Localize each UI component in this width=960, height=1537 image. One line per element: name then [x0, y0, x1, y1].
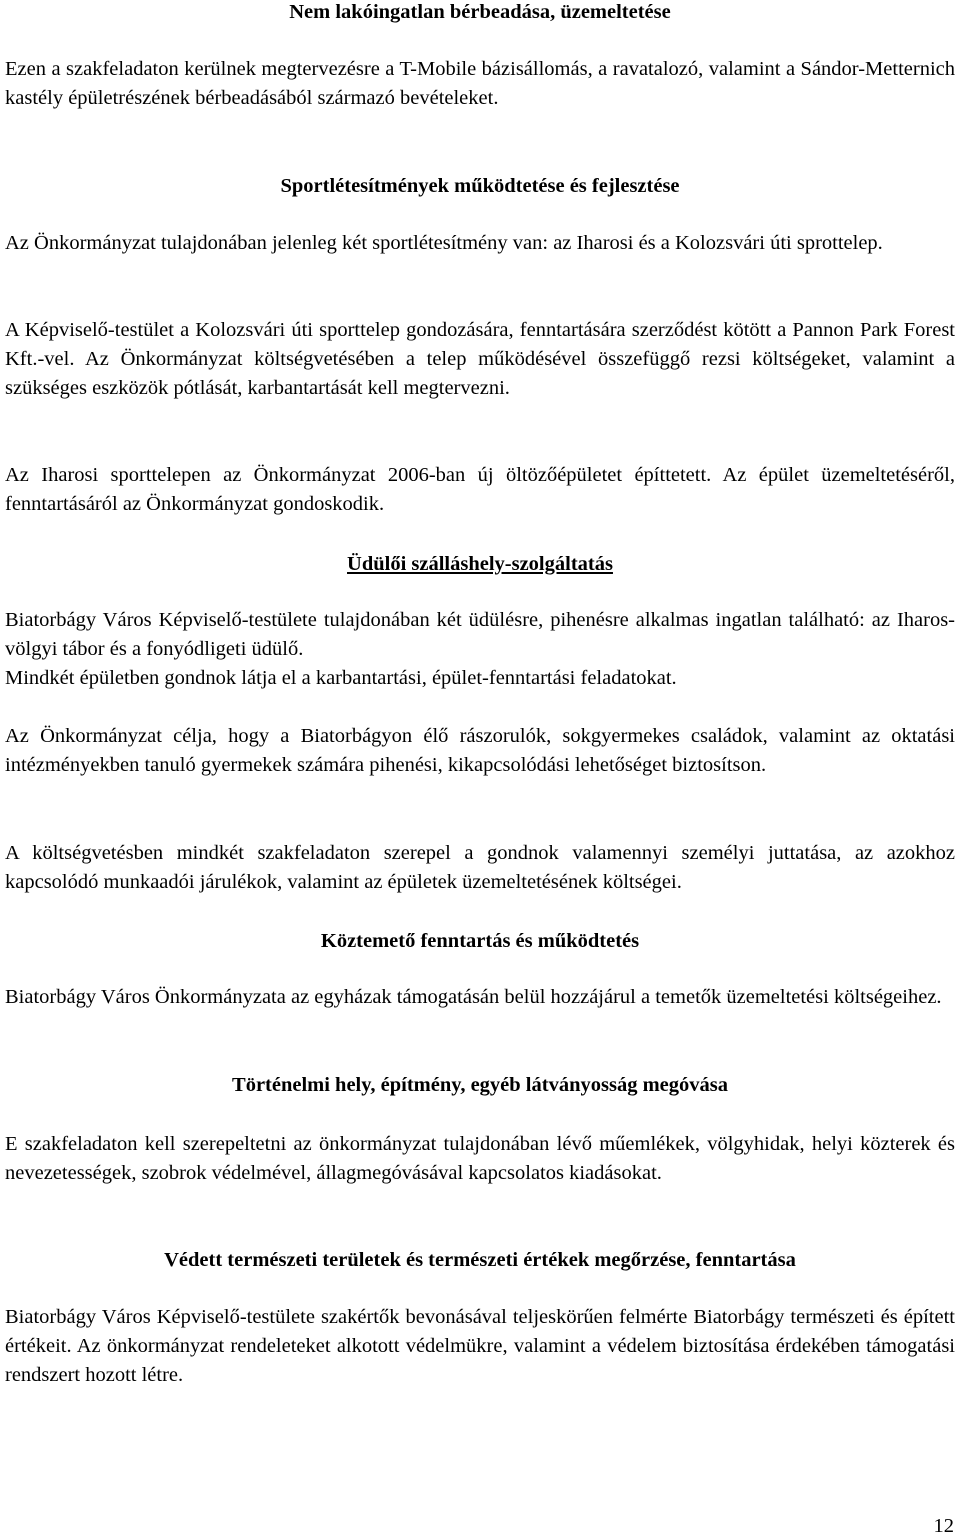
page-number: 12 — [933, 1515, 954, 1537]
paragraph-onkormanyzat-celja: Az Önkormányzat célja, hogy a Biatorbágyon élő rászorulók, sokgyermekes családok, valamint az oktatási intézményekben tanuló gyermekek számára pihenési, kikapcsolódási lehetőséget biztosítson. — [5, 725, 955, 776]
paragraph-sportletesitmeny-tulajdon: Az Önkormányzat tulajdonában jelenleg két sportlétesítmény van: az Iharosi és a Kolozsvári úti sprottelep. — [5, 232, 883, 254]
section-heading-nem-lakoingatlan: Nem lakóingatlan bérbeadása, üzemeltetése — [289, 1, 671, 23]
paragraph-termeszeti-ertekek: Biatorbágy Város Képviselő-testülete szakértők bevonásával teljeskörűen felmérte Biatorbágy természeti és épített értékeit. Az önkormányzat rendeleteket alkotott védelmükre, valamint a védelem biztosítása érdekében támogatási rendszert hozott létre. — [5, 1306, 955, 1386]
section-heading-vedett-teruletek: Védett természeti területek és természeti értékek megőrzése, fenntartása — [164, 1249, 796, 1271]
section-heading-sportletesitmenyek: Sportlétesítmények működtetése és fejlesztése — [280, 175, 680, 197]
paragraph-iharosi-sporttelep: Az Iharosi sporttelepen az Önkormányzat 2006-ban új öltözőépületet építtetett. Az épület üzemeltetéséről, fenntartásáról az Önkormányzat gondoskodik. — [5, 464, 955, 515]
paragraph-gondnok: Mindkét épületben gondnok látja el a karbantartási, épület-fenntartási feladatokat. — [5, 667, 677, 689]
paragraph-kolozsvari-sporttelep: A Képviselő-testület a Kolozsvári úti sporttelep gondozására, fenntartására szerződést kötött a Pannon Park Forest Kft.-vel. Az Önkormányzat költségvetésében a telep működésével összefüggő rezsi költségeket, valamint a szükséges eszközök pótlását, karbantartását kell megtervezni. — [5, 319, 955, 399]
paragraph-muemlekek: E szakfeladaton kell szerepeltetni az önkormányzat tulajdonában lévő műemlékek, völgyhidak, helyi közterek és nevezetességek, szobrok védelmével, állagmegóvásával kapcsolatos kiadásokat. — [5, 1133, 955, 1184]
paragraph-udulo-ingatlanok: Biatorbágy Város Képviselő-testülete tulajdonában két üdülésre, pihenésre alkalmas ingatlan található: az Iharos-völgyi tábor és a fonyódligeti üdülő. — [5, 609, 955, 660]
section-heading-koztemeto: Köztemető fenntartás és működtetés — [320, 930, 640, 952]
section-heading-udulo: Üdülői szálláshely-szolgáltatás — [347, 553, 613, 575]
paragraph-koltsegvetes-gondnok: A költségvetésben mindkét szakfeladaton szerepel a gondnok valamennyi személyi juttatása, az azokhoz kapcsolódó munkaadói járulékok, valamint az épületek üzemeltetésének költségei. — [5, 842, 955, 893]
section-heading-tortenelmi-hely: Történelmi hely, építmény, egyéb látványosság megóvása — [232, 1074, 728, 1096]
paragraph-temetok: Biatorbágy Város Önkormányzata az egyházak támogatásán belül hozzájárul a temetők üzemeltetési költségeihez. — [5, 986, 942, 1008]
paragraph-berbeadas: Ezen a szakfeladaton kerülnek megtervezésre a T-Mobile bázisállomás, a ravatalozó, valamint a Sándor-Metternich kastély épületrészének bérbeadásából származó bevételeket. — [5, 58, 955, 109]
